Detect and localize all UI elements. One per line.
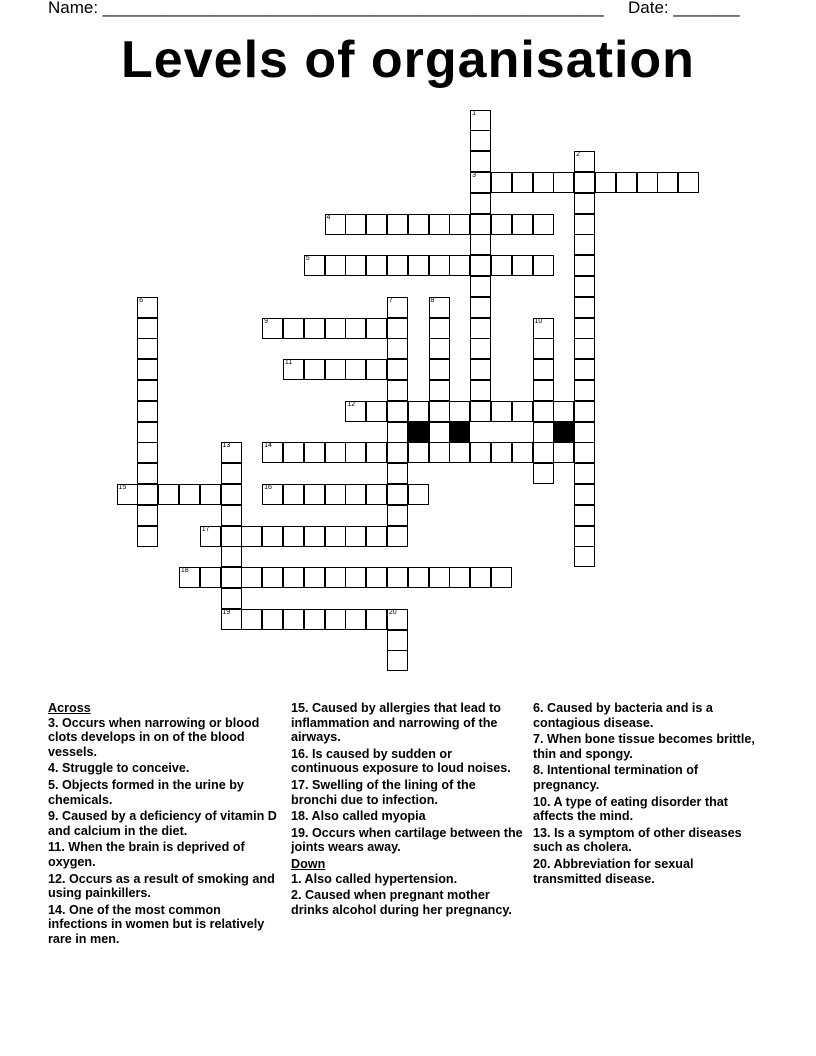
black-cell [449, 422, 470, 443]
crossword-cell[interactable] [387, 442, 408, 463]
crossword-cell[interactable] [595, 172, 616, 193]
crossword-cell[interactable] [345, 567, 366, 588]
crossword-cell[interactable] [533, 172, 554, 193]
crossword-cell[interactable] [574, 484, 595, 505]
crossword-cell[interactable] [533, 380, 554, 401]
crossword-cell[interactable] [574, 401, 595, 422]
crossword-cell[interactable] [429, 401, 450, 422]
crossword-cell[interactable] [366, 442, 387, 463]
crossword-cell[interactable] [408, 214, 429, 235]
clue-number-12: 12 [347, 400, 356, 408]
crossword-cell[interactable] [574, 172, 595, 193]
crossword-cell[interactable] [283, 318, 304, 339]
crossword-cell[interactable] [345, 214, 366, 235]
crossword-cell[interactable] [574, 338, 595, 359]
crossword-cell[interactable] [241, 609, 262, 630]
crossword-cell[interactable] [387, 255, 408, 276]
clue-down-13: 13. Is a symptom of other diseases such as cholera. [533, 825, 742, 855]
crossword-cell[interactable] [304, 442, 325, 463]
crossword-cell[interactable] [345, 442, 366, 463]
clue-number-10: 10 [534, 317, 543, 325]
crossword-cell[interactable] [221, 484, 242, 505]
crossword-cell[interactable] [429, 380, 450, 401]
clue-number-7: 7 [388, 296, 393, 304]
crossword-cell[interactable] [470, 110, 491, 131]
crossword-cell[interactable] [574, 380, 595, 401]
crossword-cell[interactable] [553, 172, 574, 193]
crossword-cell[interactable] [429, 255, 450, 276]
clue-number-15: 15 [118, 483, 127, 491]
crossword-cell[interactable] [387, 422, 408, 443]
crossword-cell[interactable] [491, 567, 512, 588]
crossword-cell[interactable] [221, 505, 242, 526]
crossword-cell[interactable] [283, 359, 304, 380]
clue-number-19: 19 [222, 608, 231, 616]
clue-across-17: 17. Swelling of the lining of the bronchi due to infection. [291, 777, 476, 807]
crossword-cell[interactable] [574, 297, 595, 318]
crossword-cell[interactable] [283, 609, 304, 630]
crossword-cell[interactable] [366, 359, 387, 380]
clues-column-3 [533, 701, 765, 888]
crossword-cell[interactable] [574, 193, 595, 214]
clue-number-14: 14 [264, 442, 272, 450]
crossword-cell[interactable] [158, 484, 179, 505]
clue-down-7: 7. When bone tissue becomes brittle, thin and spongy. [533, 732, 755, 761]
crossword-cell[interactable] [678, 172, 699, 193]
crossword-cell[interactable] [325, 214, 346, 235]
crossword-cell[interactable] [533, 442, 554, 463]
crossword-cell[interactable] [408, 442, 429, 463]
black-cell [553, 422, 574, 443]
crossword-cell[interactable] [408, 567, 429, 588]
crossword-cell[interactable] [325, 442, 346, 463]
crossword-cell[interactable] [429, 422, 450, 443]
clue-across-11: 11. When the brain is deprived of oxygen. [48, 840, 245, 869]
crossword-cell[interactable] [137, 380, 158, 401]
crossword-cell[interactable] [325, 318, 346, 339]
clue-across-12: 12. Occurs as a result of smoking and using painkillers. [48, 871, 275, 901]
clues-column-1 [48, 701, 280, 949]
crossword-cell[interactable] [512, 442, 533, 463]
clue-number-6: 6 [139, 296, 144, 304]
crossword-cell[interactable] [574, 359, 595, 380]
crossword-cell[interactable] [345, 484, 366, 505]
crossword-cell[interactable] [387, 630, 408, 651]
crossword-cell[interactable] [470, 255, 491, 276]
crossword-cell[interactable] [283, 442, 304, 463]
clue-across-14: 14. One of the most common infections in women but is relatively rare in men. [48, 902, 265, 946]
clue-across-18: 18. Also called myopia [291, 809, 426, 824]
clue-number-4: 4 [326, 213, 331, 221]
crossword-cell[interactable] [470, 338, 491, 359]
crossword-cell[interactable] [137, 297, 158, 318]
crossword-cell[interactable] [179, 567, 200, 588]
crossword-cell[interactable] [470, 318, 491, 339]
crossword-cell[interactable] [512, 172, 533, 193]
crossword-cell[interactable] [470, 297, 491, 318]
crossword-cell[interactable] [574, 463, 595, 484]
crossword-cell[interactable] [449, 442, 470, 463]
crossword-cell[interactable] [325, 567, 346, 588]
crossword-cell[interactable] [366, 609, 387, 630]
crossword-cell[interactable] [137, 484, 158, 505]
crossword-cell[interactable] [408, 401, 429, 422]
crossword-cell[interactable] [179, 484, 200, 505]
across-heading: Across [48, 701, 91, 715]
crossword-cell[interactable] [533, 255, 554, 276]
crossword-cell[interactable] [387, 484, 408, 505]
clue-number-11: 11 [284, 359, 293, 367]
date-line: Date: _______ [628, 0, 740, 17]
clue-number-8: 8 [430, 296, 435, 304]
crossword-cell[interactable] [345, 609, 366, 630]
crossword-cell[interactable] [262, 484, 283, 505]
crossword-cell[interactable] [533, 338, 554, 359]
clue-across-3: 3. Occurs when narrowing or blood clots develops in on of the blood vessels. [48, 715, 260, 759]
crossword-cell[interactable] [470, 442, 491, 463]
crossword-cell[interactable] [470, 193, 491, 214]
crossword-cell[interactable] [574, 151, 595, 172]
crossword-cell[interactable] [283, 526, 304, 547]
crossword-cell[interactable] [387, 338, 408, 359]
clue-down-8: 8. Intentional termination of pregnancy. [533, 763, 699, 792]
crossword-cell[interactable] [491, 255, 512, 276]
crossword-cell[interactable] [470, 130, 491, 151]
crossword-cell[interactable] [137, 463, 158, 484]
crossword-cell[interactable] [221, 442, 242, 463]
crossword-cell[interactable] [221, 526, 242, 547]
crossword-cell[interactable] [533, 214, 554, 235]
clue-down-10: 10. A type of eating disorder that affects the mind. [533, 794, 728, 824]
crossword-cell[interactable] [470, 276, 491, 297]
crossword-cell[interactable] [262, 567, 283, 588]
crossword-cell[interactable] [449, 567, 470, 588]
crossword-cell[interactable] [429, 338, 450, 359]
crossword-cell[interactable] [262, 318, 283, 339]
crossword-cell[interactable] [137, 422, 158, 443]
clue-down-1: 1. Also called hypertension. [291, 871, 458, 886]
crossword-cell[interactable] [533, 422, 554, 443]
crossword-cell[interactable] [304, 255, 325, 276]
crossword-cell[interactable] [366, 526, 387, 547]
clue-number-2: 2 [576, 151, 580, 159]
crossword-cell[interactable] [574, 442, 595, 463]
crossword-cell[interactable] [137, 442, 158, 463]
crossword-cell[interactable] [387, 650, 408, 671]
crossword-cell[interactable] [470, 567, 491, 588]
crossword-cell[interactable] [345, 255, 366, 276]
crossword-cell[interactable] [470, 234, 491, 255]
page-title: Levels of organisation [121, 31, 695, 89]
crossword-cell[interactable] [262, 442, 283, 463]
crossword-cell[interactable] [387, 463, 408, 484]
crossword-cell[interactable] [574, 526, 595, 547]
clue-across-16: 16. Is caused by sudden or continuous exposure to loud noises. [291, 746, 511, 776]
crossword-cell[interactable] [512, 401, 533, 422]
crossword-cell[interactable] [304, 484, 325, 505]
black-cell [408, 422, 429, 443]
crossword-cell[interactable] [387, 609, 408, 630]
crossword-cell[interactable] [117, 484, 138, 505]
clue-number-5: 5 [305, 255, 310, 263]
crossword-cell[interactable] [574, 255, 595, 276]
crossword-cell[interactable] [304, 567, 325, 588]
crossword-cell[interactable] [221, 588, 242, 609]
crossword-cell[interactable] [533, 401, 554, 422]
crossword-cell[interactable] [387, 380, 408, 401]
crossword-cell[interactable] [429, 442, 450, 463]
clue-number-13: 13 [222, 442, 231, 450]
clue-across-9: 9. Caused by a deficiency of vitamin D and calcium in the diet. [48, 809, 277, 838]
clue-number-18: 18 [180, 567, 189, 575]
crossword-cell[interactable] [429, 359, 450, 380]
crossword-cell[interactable] [221, 609, 242, 630]
crossword-cell[interactable] [304, 359, 325, 380]
crossword-cell[interactable] [366, 567, 387, 588]
crossword-cell[interactable] [262, 609, 283, 630]
crossword-cell[interactable] [387, 505, 408, 526]
clue-number-1: 1 [472, 109, 476, 117]
crossword-cell[interactable] [221, 463, 242, 484]
crossword-cell[interactable] [345, 526, 366, 547]
crossword-cell[interactable] [221, 546, 242, 567]
crossword-cell[interactable] [553, 442, 574, 463]
crossword-cell[interactable] [553, 401, 574, 422]
crossword-cell[interactable] [345, 401, 366, 422]
crossword-cell[interactable] [137, 359, 158, 380]
crossword-cell[interactable] [449, 401, 470, 422]
crossword-cell[interactable] [491, 442, 512, 463]
crossword-cell[interactable] [574, 318, 595, 339]
crossword-cell[interactable] [221, 567, 242, 588]
crossword-cell[interactable] [366, 214, 387, 235]
crossword-cell[interactable] [345, 359, 366, 380]
clue-across-19: 19. Occurs when cartilage between the joints wears away. [291, 825, 523, 855]
clue-across-4: 4. Struggle to conceive. [48, 761, 190, 776]
crossword-cell[interactable] [366, 401, 387, 422]
crossword-cell[interactable] [345, 318, 366, 339]
crossword-cell[interactable] [449, 255, 470, 276]
crossword-cell[interactable] [325, 255, 346, 276]
clue-number-16: 16 [264, 483, 272, 491]
name-line: Name: _____________________________________________________ [48, 0, 604, 17]
crossword-cell[interactable] [241, 567, 262, 588]
crossword-cell[interactable] [283, 567, 304, 588]
clue-number-9: 9 [264, 317, 268, 325]
crossword-cell[interactable] [533, 359, 554, 380]
crossword-cell[interactable] [325, 526, 346, 547]
crossword-cell[interactable] [574, 276, 595, 297]
crossword-cell[interactable] [533, 463, 554, 484]
crossword-cell[interactable] [491, 172, 512, 193]
crossword-cell[interactable] [574, 422, 595, 443]
crossword-cell[interactable] [200, 526, 221, 547]
clue-down-2: 2. Caused when pregnant mother drinks alcohol during her pregnancy. [291, 888, 512, 917]
clue-number-3: 3 [472, 171, 476, 179]
down-heading: Down [291, 856, 326, 871]
crossword-cell[interactable] [200, 567, 221, 588]
crossword-cell[interactable] [137, 401, 158, 422]
crossword-cell[interactable] [262, 526, 283, 547]
crossword-cell[interactable] [574, 234, 595, 255]
crossword-cell[interactable] [387, 214, 408, 235]
crossword-cell[interactable] [512, 214, 533, 235]
clue-down-6: 6. Caused by bacteria and is a contagious disease. [533, 701, 713, 730]
crossword-cell[interactable] [304, 526, 325, 547]
crossword-cell[interactable] [387, 526, 408, 547]
clues-column-2 [291, 701, 523, 919]
crossword-cell[interactable] [429, 567, 450, 588]
crossword-cell[interactable] [325, 609, 346, 630]
crossword-cell[interactable] [429, 214, 450, 235]
crossword-cell[interactable] [616, 172, 637, 193]
crossword-cell[interactable] [137, 338, 158, 359]
crossword-cell[interactable] [574, 505, 595, 526]
crossword-cell[interactable] [408, 484, 429, 505]
crossword-cell[interactable] [574, 546, 595, 567]
crossword-cell[interactable] [366, 484, 387, 505]
crossword-cell[interactable] [429, 297, 450, 318]
clue-number-20: 20 [388, 608, 397, 616]
crossword-cell[interactable] [241, 526, 262, 547]
crossword-cell[interactable] [283, 484, 304, 505]
crossword-cell[interactable] [387, 567, 408, 588]
crossword-cell[interactable] [470, 401, 491, 422]
clue-number-17: 17 [201, 525, 210, 533]
crossword-cell[interactable] [533, 318, 554, 339]
crossword-cell[interactable] [325, 484, 346, 505]
crossword-cell[interactable] [387, 318, 408, 339]
clue-across-5: 5. Objects formed in the urine by chemicals. [48, 777, 244, 807]
crossword-cell[interactable] [657, 172, 678, 193]
crossword-cell[interactable] [366, 318, 387, 339]
crossword-cell[interactable] [470, 172, 491, 193]
crossword-cell[interactable] [429, 318, 450, 339]
crossword-cell[interactable] [408, 255, 429, 276]
crossword-cell[interactable] [491, 214, 512, 235]
crossword-cell[interactable] [366, 255, 387, 276]
crossword-cell[interactable] [491, 401, 512, 422]
crossword-cell[interactable] [470, 214, 491, 235]
crossword-cell[interactable] [137, 318, 158, 339]
crossword-cell[interactable] [387, 401, 408, 422]
crossword-cell[interactable] [304, 609, 325, 630]
crossword-cell[interactable] [304, 318, 325, 339]
crossword-cell[interactable] [637, 172, 658, 193]
crossword-cell[interactable] [470, 359, 491, 380]
crossword-cell[interactable] [200, 484, 221, 505]
clue-down-20: 20. Abbreviation for sexual transmitted disease. [533, 856, 694, 886]
crossword-cell[interactable] [137, 505, 158, 526]
crossword-cell[interactable] [449, 214, 470, 235]
crossword-cell[interactable] [470, 380, 491, 401]
crossword-cell[interactable] [387, 297, 408, 318]
crossword-cell[interactable] [387, 359, 408, 380]
crossword-cell[interactable] [574, 214, 595, 235]
clue-across-15: 15. Caused by allergies that lead to inflammation and narrowing of the airways. [291, 701, 501, 745]
crossword-cell[interactable] [512, 255, 533, 276]
crossword-cell[interactable] [470, 151, 491, 172]
crossword-cell[interactable] [325, 359, 346, 380]
crossword-cell[interactable] [137, 526, 158, 547]
